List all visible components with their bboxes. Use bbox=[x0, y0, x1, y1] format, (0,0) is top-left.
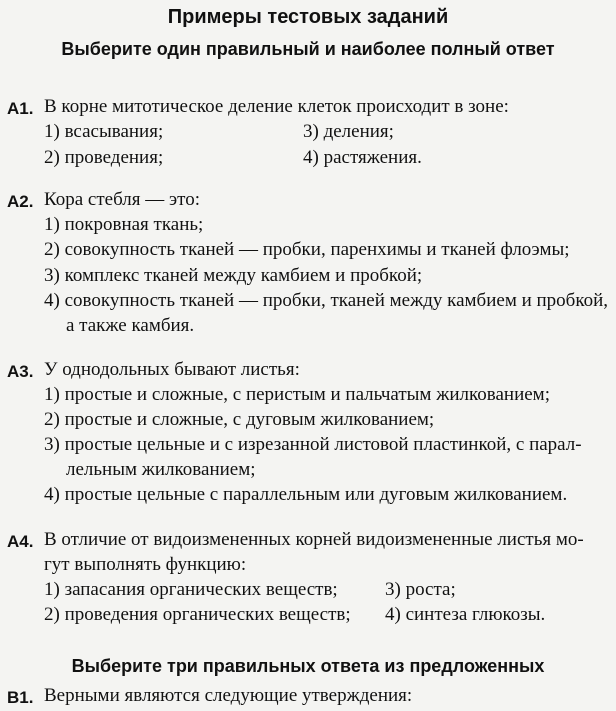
question-number-a4: А4. bbox=[7, 532, 34, 551]
question-text-a1: В корне митотическое деление клеток происходит в зоне: bbox=[44, 96, 509, 117]
option-a1-3: 3) деления; bbox=[303, 121, 394, 142]
option-a4-3: 3) роста; bbox=[385, 579, 456, 600]
section-heading-three: Выберите три правильных ответа из предложенных bbox=[71, 656, 545, 676]
option-a3-1: 1) простые и сложные, с перистым и пальчатым жилкованием; bbox=[44, 384, 550, 405]
question-number-a1: А1. bbox=[7, 99, 34, 118]
question-text-a4-continued: гут выполнять функцию: bbox=[44, 554, 247, 575]
option-a2-4: 4) совокупность тканей — пробки, тканей между камбием и пробкой, bbox=[44, 290, 609, 311]
question-text-a2: Кора стебля — это: bbox=[44, 189, 200, 210]
option-a3-2: 2) простые и сложные, с дуговым жилкованием; bbox=[44, 409, 435, 430]
question-number-b1: В1. bbox=[7, 688, 34, 707]
question-number-a3: А3. bbox=[7, 362, 34, 381]
question-number-a2: А2. bbox=[7, 192, 34, 211]
option-a1-4: 4) растяжения. bbox=[303, 147, 422, 168]
page-title: Примеры тестовых заданий bbox=[167, 6, 449, 28]
option-a2-1: 1) покровная ткань; bbox=[44, 214, 204, 235]
question-text-a4: В отличие от видоизмененных корней видоизмененные листья мо- bbox=[44, 529, 584, 550]
option-a1-2: 2) проведения; bbox=[44, 147, 164, 168]
option-a3-4: 4) простые цельные с параллельным или дуговым жилкованием. bbox=[44, 484, 568, 505]
option-a4-4: 4) синтеза глюкозы. bbox=[385, 604, 546, 625]
option-a3-3-continued: лельным жилкованием; bbox=[66, 459, 256, 480]
option-a1-1: 1) всасывания; bbox=[44, 121, 164, 142]
option-a4-2: 2) проведения органических веществ; bbox=[44, 604, 351, 625]
option-a2-2: 2) совокупность тканей — пробки, паренхимы и тканей флоэмы; bbox=[44, 239, 570, 260]
option-a2-4-continued: а также камбия. bbox=[66, 315, 195, 336]
option-a2-3: 3) комплекс тканей между камбием и пробкой; bbox=[44, 265, 423, 286]
option-a3-3: 3) простые цельные и с изрезанной листовой пластинкой, с парал- bbox=[44, 434, 582, 455]
section-heading-single: Выберите один правильный и наиболее полный ответ bbox=[61, 39, 555, 59]
question-text-b1: Верными являются следующие утверждения: bbox=[44, 685, 413, 706]
question-text-a3: У однодольных бывают листья: bbox=[44, 359, 300, 380]
option-a4-1: 1) запасания органических веществ; bbox=[44, 579, 338, 600]
